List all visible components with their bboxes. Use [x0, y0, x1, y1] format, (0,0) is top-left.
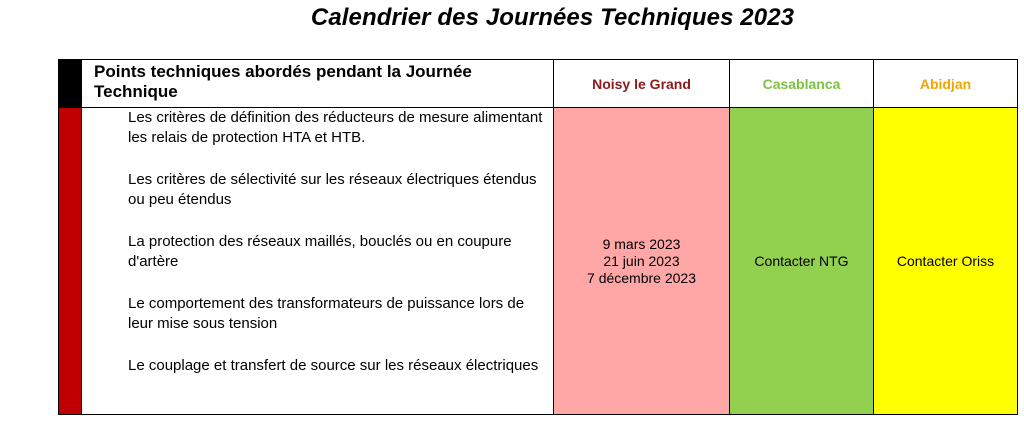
topic-item: Les critères de définition des réducteurs de mesure alimentant les relais de protection HTA et HTB. — [128, 109, 543, 146]
topic-item: La protection des réseaux maillés, bouclés ou en coupure d'artère — [128, 233, 512, 270]
topic-item: Les critères de sélectivité sur les réseaux électriques étendus ou peu étendus — [128, 171, 537, 208]
page-title: Calendrier des Journées Techniques 2023 — [310, 4, 795, 31]
noisy-dates-cell — [554, 108, 730, 415]
body-strip — [59, 108, 82, 415]
city-header-noisy: Noisy le Grand — [554, 60, 730, 108]
header-row — [59, 60, 1018, 108]
date-item: 9 mars 2023 — [602, 235, 681, 252]
date-item: 7 décembre 2023 — [587, 269, 696, 286]
abidjan-cell: Contacter Oriss — [874, 108, 1018, 415]
city-header-casablanca: Casablanca — [730, 60, 874, 108]
casablanca-cell: Contacter NTG — [730, 108, 874, 415]
date-item: 21 juin 2023 — [603, 252, 680, 269]
city-header-abidjan: Abidjan — [874, 60, 1018, 108]
topics-list — [82, 108, 554, 415]
topic-item: Le comportement des transformateurs de puissance lors de leur mise sous tension — [128, 295, 525, 332]
topic-item: Le couplage et transfert de source sur les réseaux électriques — [128, 357, 539, 374]
topics-header: Points techniques abordés pendant la Journée Technique — [82, 60, 554, 108]
body-row — [59, 108, 1018, 415]
calendar-table — [58, 59, 1018, 415]
header-strip — [59, 60, 82, 108]
